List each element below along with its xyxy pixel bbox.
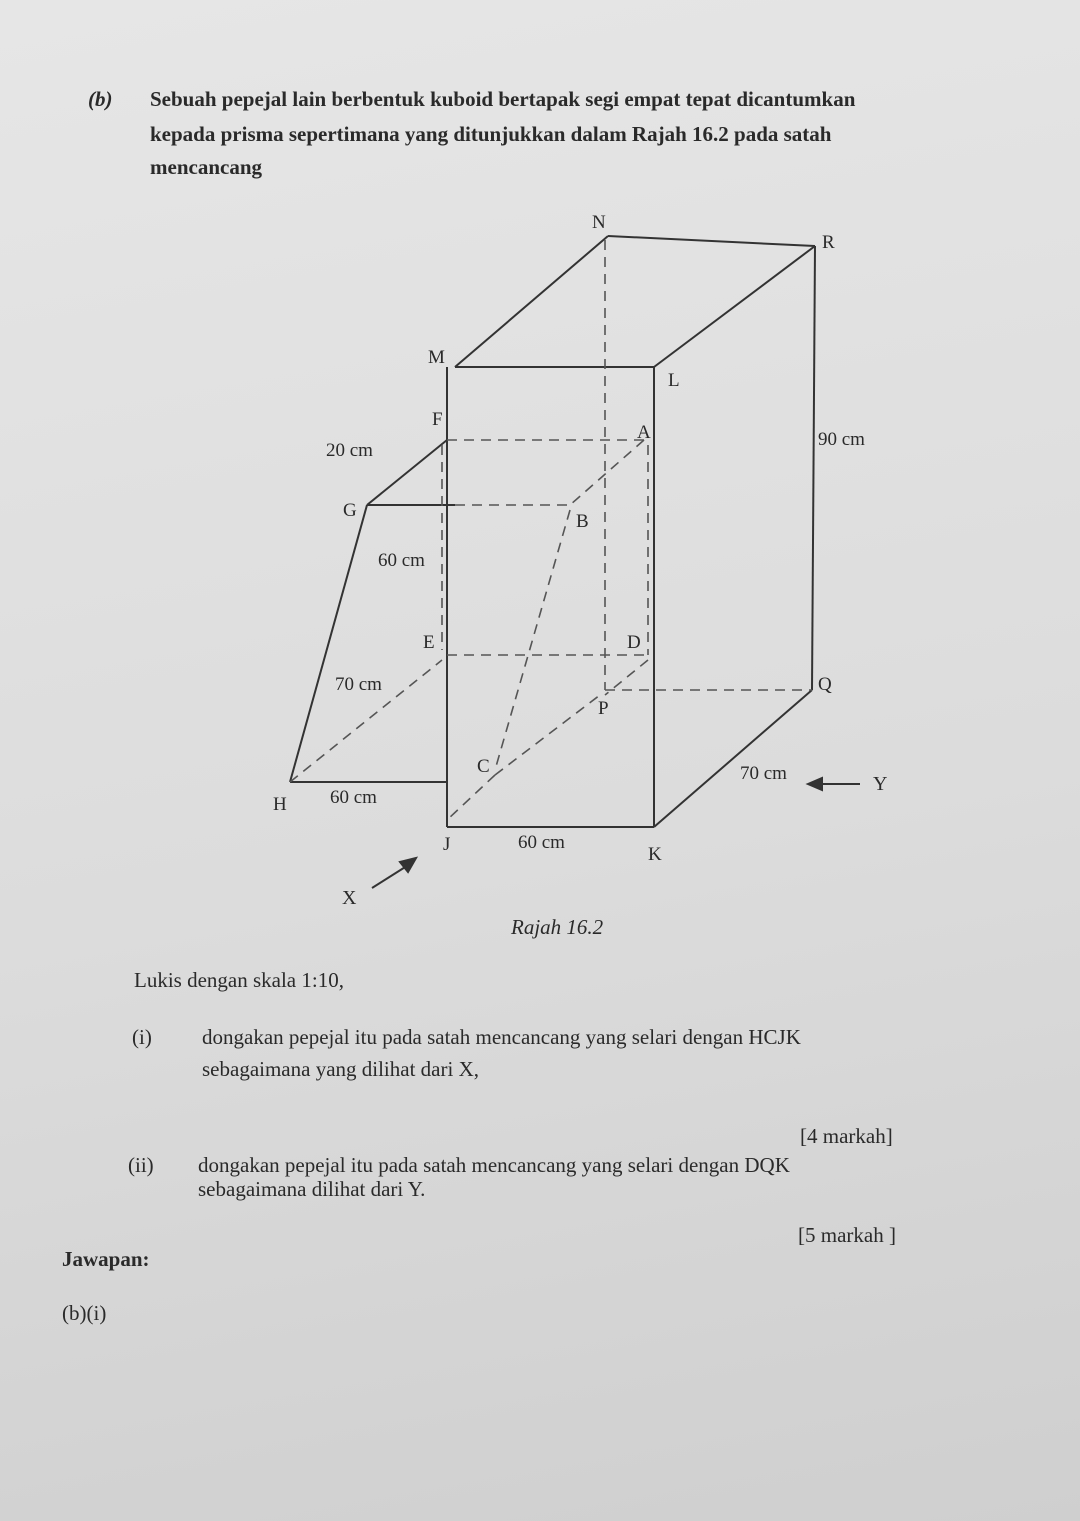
hidden-bc <box>495 510 570 770</box>
edge-gf <box>367 440 447 505</box>
edge-kq <box>654 690 812 827</box>
question-line-1: Sebuah pepejal lain berbentuk kuboid bertapak segi empat tepat dicantumkan <box>150 87 856 111</box>
part-ii-marks: [5 markah ] <box>798 1223 896 1247</box>
vertex-m: M <box>428 347 445 368</box>
part-i-line-2: sebagaimana yang dilihat dari X, <box>202 1057 479 1081</box>
vertex-j: J <box>443 834 451 855</box>
part-i-line-1: dongakan pepejal itu pada satah mencancang yang selari dengan HCJK <box>202 1025 801 1049</box>
vertex-k: K <box>648 844 662 865</box>
dim-rq: 90 cm <box>818 429 865 450</box>
edge-mn <box>455 236 608 367</box>
hidden-cp <box>495 695 600 775</box>
vertex-f: F <box>432 409 443 430</box>
edge-hg <box>290 505 367 782</box>
vertex-g: G <box>343 500 357 521</box>
question-label: (b) <box>88 87 113 111</box>
part-i-marks: [4 markah] <box>800 1124 893 1148</box>
vertex-l: L <box>668 370 680 391</box>
diagram-caption: Rajah 16.2 <box>511 915 604 939</box>
vertex-p: P <box>598 698 609 719</box>
part-ii-line-1: dongakan pepejal itu pada satah mencancang yang selari dengan DQK <box>198 1153 790 1177</box>
vertex-a: A <box>637 422 651 443</box>
vertex-n: N <box>592 212 606 233</box>
dim-fa: 20 cm <box>326 440 373 461</box>
vertex-r: R <box>822 232 835 253</box>
edge-lr <box>654 246 815 367</box>
part-ii-label: (ii) <box>128 1153 154 1177</box>
vertex-d: D <box>627 632 641 653</box>
hidden-ab <box>570 440 644 505</box>
vertex-b: B <box>576 511 589 532</box>
edge-nr <box>608 236 815 246</box>
view-label-x: X <box>342 887 357 909</box>
question-line-3: mencancang <box>150 155 262 179</box>
vertex-h: H <box>273 794 287 815</box>
dim-hc: 60 cm <box>330 787 377 808</box>
dim-he: 70 cm <box>335 674 382 695</box>
scale-instruction: Lukis dengan skala 1:10, <box>134 968 344 992</box>
hidden-cj <box>447 775 495 820</box>
dim-jk: 60 cm <box>518 832 565 853</box>
part-i-label: (i) <box>132 1025 152 1049</box>
dim-kq: 70 cm <box>740 763 787 784</box>
vertex-e: E <box>423 632 435 653</box>
view-label-y: Y <box>873 773 888 795</box>
edge-rq <box>812 246 815 690</box>
answer-part-label: (b)(i) <box>62 1301 107 1325</box>
answer-heading: Jawapan: <box>62 1247 150 1271</box>
part-ii-line-2: sebagaimana dilihat dari Y. <box>198 1177 426 1201</box>
view-arrow-y-head <box>808 778 822 790</box>
question-line-2: kepada prisma sepertimana yang ditunjukkan dalam Rajah 16.2 pada satah <box>150 122 832 146</box>
vertex-c: C <box>477 756 490 777</box>
dim-fe: 60 cm <box>378 550 425 571</box>
vertex-q: Q <box>818 674 832 695</box>
